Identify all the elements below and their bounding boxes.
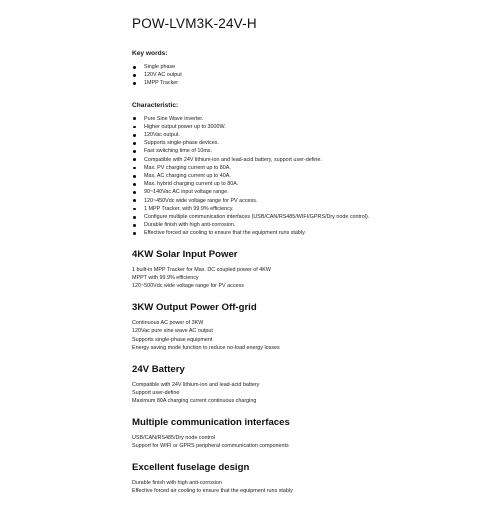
section-line: Durable finish with high anti-corrosion <box>132 479 222 486</box>
keywords-heading: Key words: <box>132 50 168 57</box>
section-heading: Multiple communication interfaces <box>132 416 290 428</box>
characteristic-block <box>132 102 472 238</box>
list-item: 120Vac output. <box>132 131 472 139</box>
keywords-block <box>132 50 472 88</box>
section-heading: Excellent fuselage design <box>132 461 250 473</box>
list-item: Pure Sine Wave inverter. <box>132 115 472 123</box>
characteristic-list <box>132 115 472 238</box>
section-fuselage <box>132 462 472 496</box>
section-line: 120Vac pure sine wave AC output <box>132 328 213 335</box>
product-spec-document <box>132 16 472 506</box>
section-battery <box>132 364 472 406</box>
list-item: 90~140Vac AC input voltage range. <box>132 188 472 196</box>
list-item: Supports single-phase devices. <box>132 139 472 147</box>
list-item: Configure multiple communication interfaces (USB/CAN/RS485/WIFI/GPRS/Dry node control). <box>132 213 472 221</box>
section-line: USB/CAN/RS485/Dry node control <box>132 434 215 441</box>
list-item: Compatible with 24V lithium-ion and lead-acid battery, support user-define. <box>132 156 472 164</box>
list-item: 1 MPP Tracker, with 99.9% efficiency. <box>132 205 472 213</box>
section-line: 1 built-in MPP Tracker for Max. DC coupled power of 4KW <box>132 266 271 273</box>
characteristic-heading: Characteristic: <box>132 101 179 109</box>
list-item: 1MPP Tracker <box>132 79 472 87</box>
section-line: 120~500Vdc wide voltage range for PV access <box>132 283 244 290</box>
list-item: Single phase <box>132 63 472 71</box>
list-item: Higher output power up to 3000W. <box>132 123 472 131</box>
list-item: Max. AC charging current up to 40A. <box>132 172 472 180</box>
section-line: MPPT with 99.9% efficiency <box>132 275 199 282</box>
section-heading: 4KW Solar Input Power <box>132 248 238 260</box>
section-solar-input <box>132 249 472 291</box>
list-item: Effective forced air cooling to ensure that the equipment runs stably. <box>132 229 472 237</box>
section-output-power <box>132 302 472 353</box>
list-item: Fast switching time of 10ms. <box>132 147 472 155</box>
list-item: Max. PV charging current up to 80A. <box>132 164 472 172</box>
section-line: Maximum 80A charging current continuous charging <box>132 398 257 405</box>
section-heading: 3KW Output Power Off-grid <box>132 301 257 313</box>
keywords-list <box>132 63 472 88</box>
section-line: Support user-define <box>132 389 180 396</box>
section-line: Energy saving mode function to reduce no-load energy losses <box>132 345 280 352</box>
list-item: Durable finish with high anti-corrosion. <box>132 221 472 229</box>
section-line: Effective forced air cooling to ensure that the equipment runs stably <box>132 487 293 494</box>
list-item: Max. hybrid charging current up to 80A. <box>132 180 472 188</box>
product-title: POW-LVM3K-24V-H <box>132 16 257 31</box>
list-item: 120~450Vdc wide voltage range for PV access. <box>132 197 472 205</box>
list-item: 120V AC output <box>132 71 472 79</box>
section-communication <box>132 417 472 451</box>
section-line: Support for WIFI or GPRS peripheral communication components <box>132 443 289 450</box>
section-line: Supports single-phase equipment <box>132 336 213 343</box>
section-line: Continuous AC power of 3KW <box>132 319 204 326</box>
section-line: Compatible with 24V lithium-ion and lead-acid battery <box>132 381 260 388</box>
section-heading: 24V Battery <box>132 363 185 375</box>
